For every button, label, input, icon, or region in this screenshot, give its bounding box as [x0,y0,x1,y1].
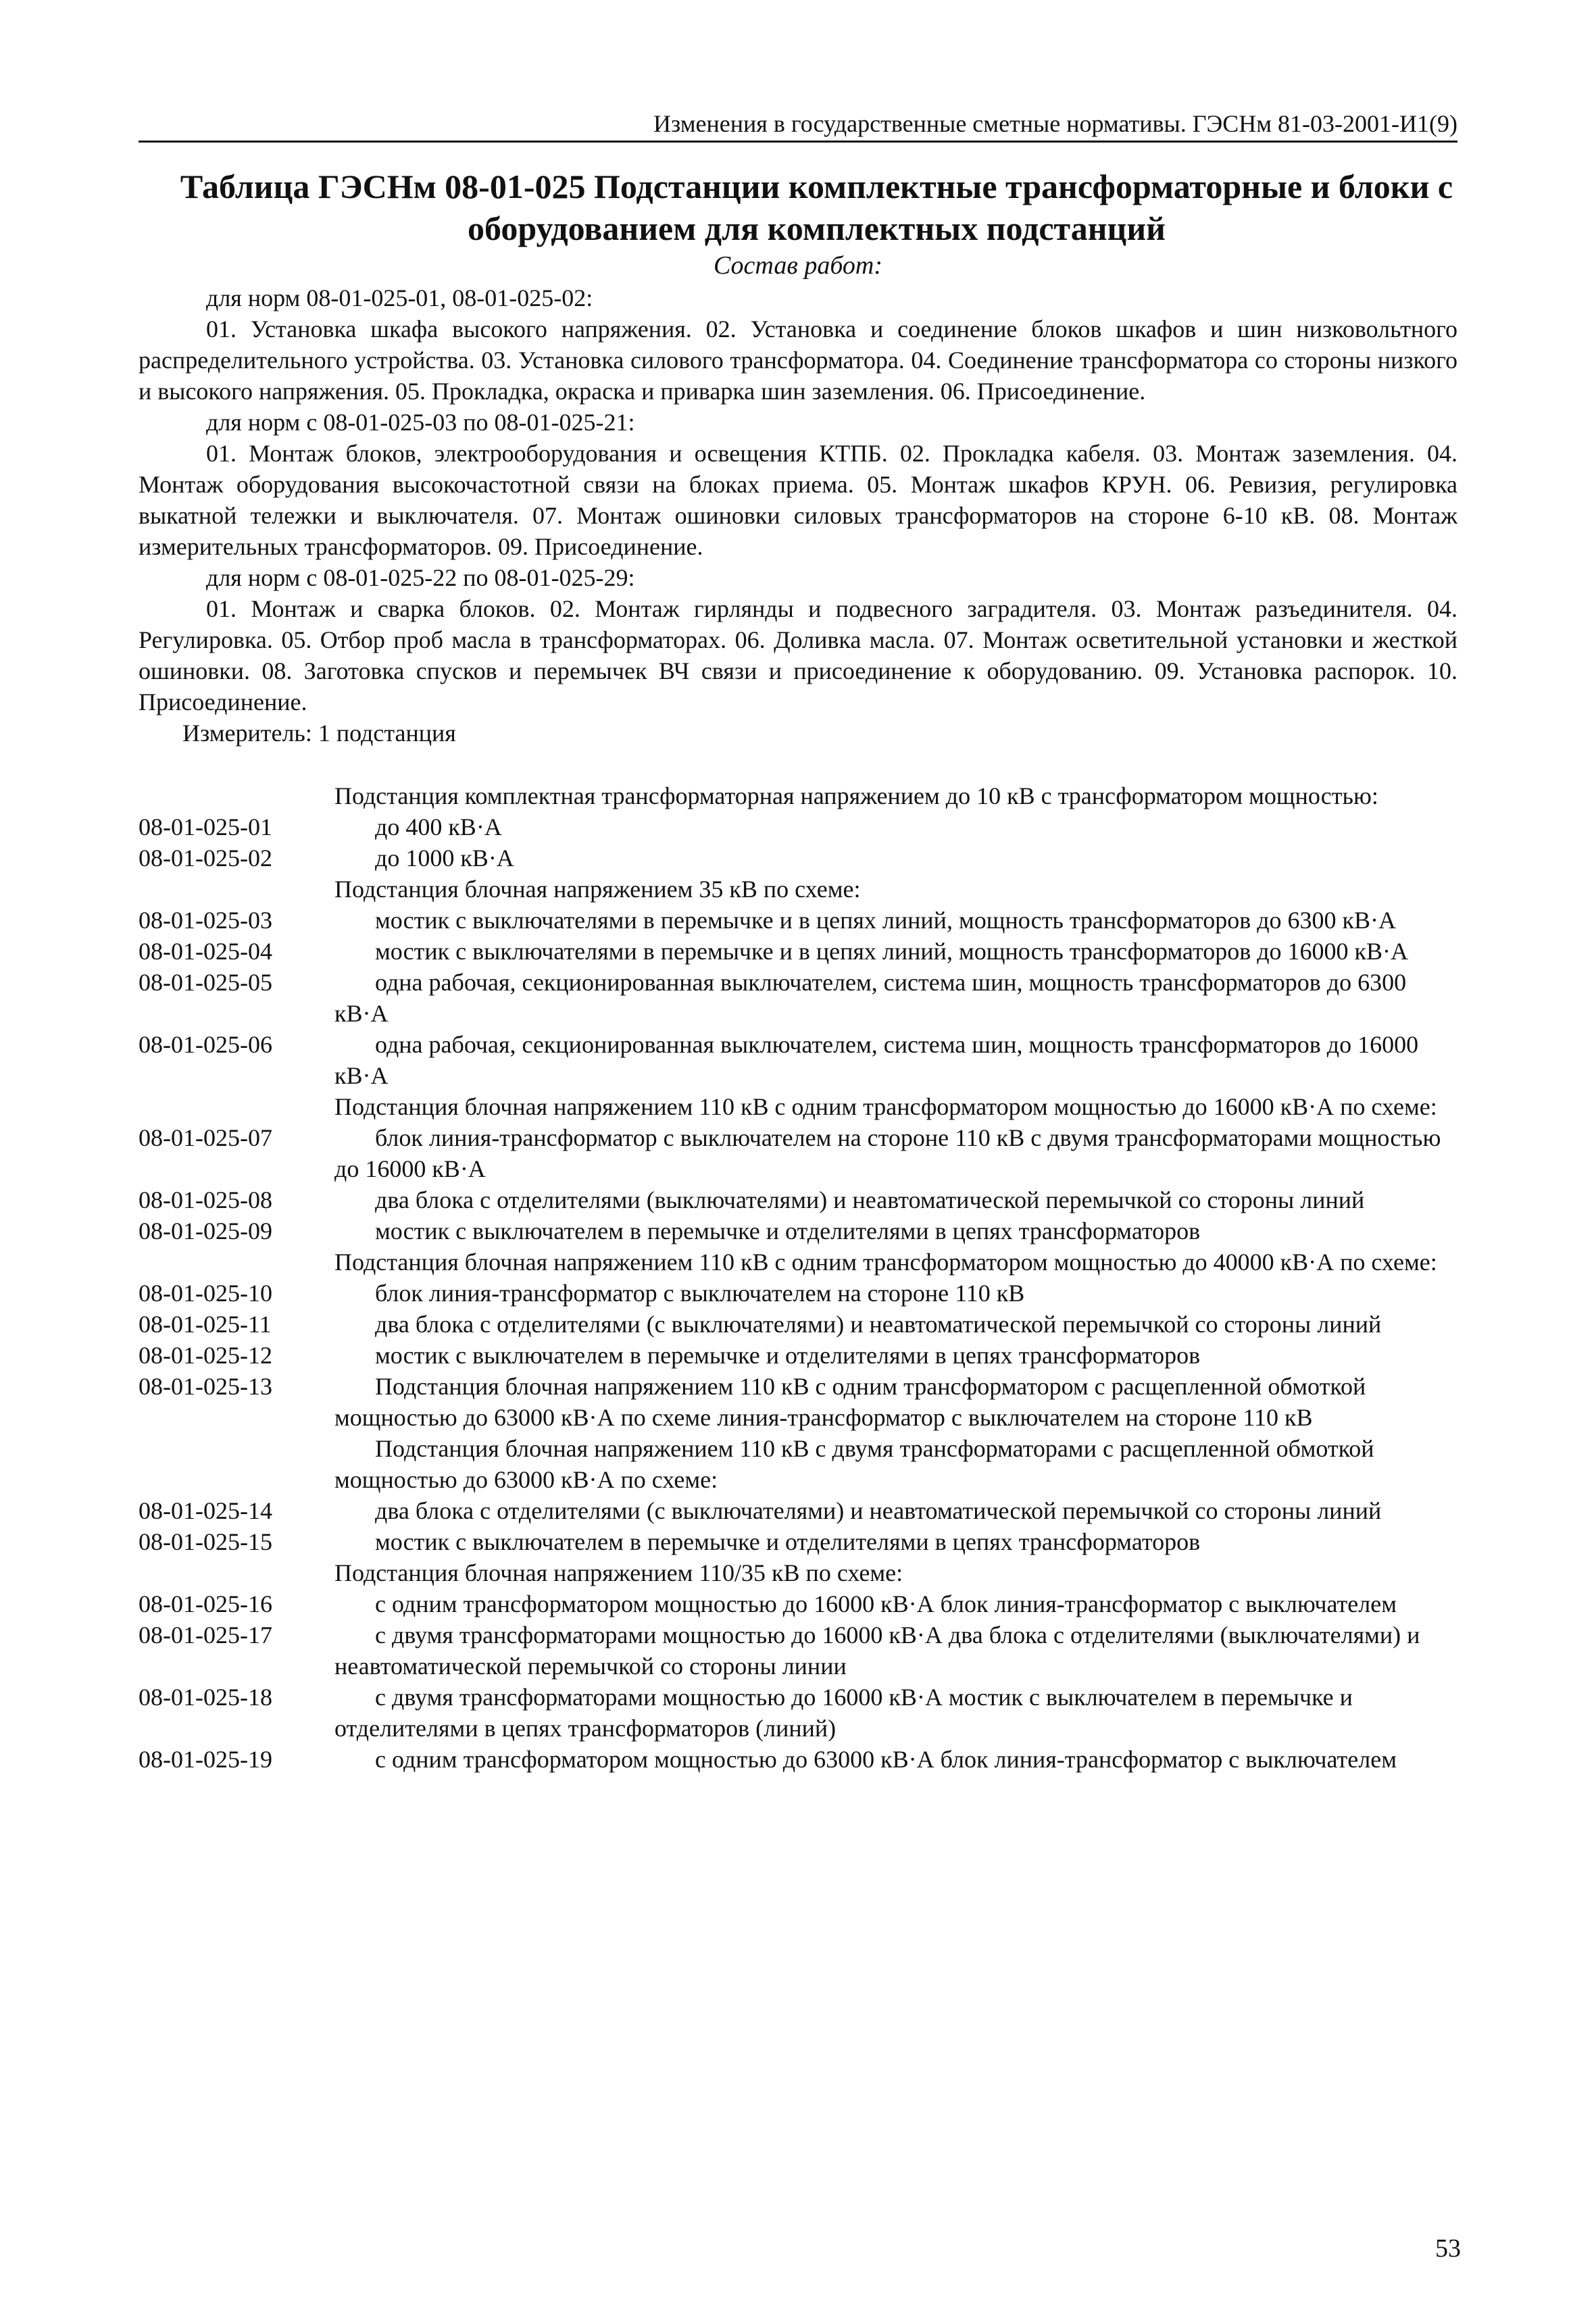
norm-code: 08-01-025-07 [139,1124,272,1151]
norm-row [139,1744,1457,1775]
norm-row [139,1495,1457,1526]
work-composition [139,282,1457,749]
norm-description: блок линия-трансформатор с выключателем на стороне 110 кВ с двумя трансформаторами мощностью до 16000 кВ·А [334,1124,1441,1182]
norm-row [139,1029,1457,1091]
norm-row [139,1340,1457,1371]
norm-group-heading: Подстанция блочная напряжением 110/35 кВ по схеме: [334,1559,903,1586]
norm-code: 08-01-025-11 [139,1311,272,1338]
page-number: 53 [1435,2234,1461,2263]
norm-code: 08-01-025-16 [139,1590,272,1617]
norm-group-heading: Подстанция комплектная трансформаторная напряжением до 10 кВ с трансформатором мощностью: [334,782,1378,809]
norm-row [139,780,1457,811]
norm-description: мостик с выключателем в перемычке и отделителями в цепях трансформаторов [375,1342,1201,1369]
norm-code: 08-01-025-14 [139,1497,272,1524]
norm-group-heading: Подстанция блочная напряжением 110 кВ с двумя трансформаторами с расщепленной обмоткой мощностью до 63000 кВ·А по схеме: [334,1435,1374,1493]
norm-description: мостик с выключателем в перемычке и отделителями в цепях трансформаторов [375,1217,1201,1244]
norm-code: 08-01-025-18 [139,1684,272,1711]
section-text: 01. Монтаж блоков, электрооборудования и освещения КТПБ. 02. Прокладка кабеля. 03. Монтаж заземления. 04. Монтаж оборудования высокочастотной связи на блоках приема. 05. Монтаж шкафов КРУН. 06. Ревизия, регулировка выкатной тележки и выключателя. 07. Монтаж ошиновки силовых трансформаторов на стороне 6-10 кВ. 08. Монтаж измерительных трансформаторов. 09. Присоединение. [139,440,1457,560]
norm-row [139,1433,1457,1495]
section-label: для норм 08-01-025-01, 08-01-025-02: [206,284,593,311]
norm-code: 08-01-025-10 [139,1280,272,1307]
norm-code: 08-01-025-03 [139,907,272,934]
norm-description: два блока с отделителями (с выключателями) и неавтоматической перемычкой со стороны линий [375,1497,1382,1524]
norm-row [139,1557,1457,1588]
work-composition-heading: Состав работ: [713,251,883,280]
norm-description: мостик с выключателями в перемычке и в цепях линий, мощность трансформаторов до 6300 кВ·А [375,907,1396,934]
norm-row [139,905,1457,936]
norm-description: мостик с выключателями в перемычке и в цепях линий, мощность трансформаторов до 16000 кВ·А [375,938,1408,965]
norm-description: одна рабочая, секционированная выключателем, система шин, мощность трансформаторов до 16000 кВ·А [334,1031,1419,1089]
running-header: Изменения в государственные сметные нормативы. ГЭСНм 81-03-2001-И1(9) [139,108,1457,143]
norm-description: блок линия-трансформатор с выключателем на стороне 110 кВ [375,1280,1025,1307]
norm-code: 08-01-025-06 [139,1031,272,1058]
norms-list [139,780,1457,1775]
table-title-line-1: Таблица ГЭСНм 08-01-025 Подстанции комплектные трансформаторные и блоки с [180,168,1453,205]
norm-description: с одним трансформатором мощностью до 16000 кВ·А блок линия-трансформатор с выключателем [375,1590,1397,1617]
norm-description: Подстанция блочная напряжением 110 кВ с одним трансформатором с расщепленной обмоткой мощностью до 63000 кВ·А по схеме линия-трансформатор с выключателем на стороне 110 кВ [334,1373,1366,1431]
norm-row [139,1184,1457,1215]
norm-description: до 1000 кВ·А [375,845,514,872]
norm-code: 08-01-025-08 [139,1186,272,1213]
norm-row [139,1526,1457,1557]
norm-row [139,1371,1457,1433]
norm-description: до 400 кВ·А [375,813,502,840]
norm-row [139,1309,1457,1340]
table-title [139,166,1495,249]
norm-description: два блока с отделителями (выключателями) и неавтоматической перемычкой со стороны линий [375,1186,1365,1213]
norm-row [139,936,1457,967]
measurer-line: Измеритель: 1 подстанция [182,720,456,747]
norm-row [139,1278,1457,1309]
norm-code: 08-01-025-17 [139,1621,272,1649]
norm-row [139,1247,1457,1278]
norm-row [139,1122,1457,1184]
norm-row [139,1215,1457,1247]
norm-code: 08-01-025-12 [139,1342,272,1369]
norm-row [139,1091,1457,1122]
norm-row [139,1619,1457,1682]
table-title-line-2: оборудованием для комплектных подстанций [468,209,1166,247]
norm-description: с одним трансформатором мощностью до 63000 кВ·А блок линия-трансформатор с выключателем [375,1746,1397,1773]
norm-code: 08-01-025-04 [139,938,272,965]
norm-code: 08-01-025-09 [139,1217,272,1244]
norm-code: 08-01-025-05 [139,969,272,996]
norm-code: 08-01-025-01 [139,813,272,840]
section-text: 01. Монтаж и сварка блоков. 02. Монтаж гирлянды и подвесного заградителя. 03. Монтаж разъединителя. 04. Регулировка. 05. Отбор проб масла в трансформаторах. 06. Доливка масла. 07. Монтаж осветительной установки и жесткой ошиновки. 08. Заготовка спусков и перемычек ВЧ связи и присоединение к оборудованию. 09. Установка распорок. 10. Присоединение. [139,595,1457,715]
norm-group-heading: Подстанция блочная напряжением 110 кВ с одним трансформатором мощностью до 16000 кВ·А по схеме: [334,1093,1437,1120]
norm-description: с двумя трансформаторами мощностью до 16000 кВ·А мостик с выключателем в перемычке и отделителями в цепях трансформаторов (линий) [334,1684,1353,1742]
norm-row [139,1682,1457,1744]
norm-group-heading: Подстанция блочная напряжением 110 кВ с одним трансформатором мощностью до 40000 кВ·А по схеме: [334,1249,1437,1276]
section-label: для норм с 08-01-025-03 по 08-01-025-21: [206,409,635,436]
norm-row [139,874,1457,905]
norm-code: 08-01-025-15 [139,1528,272,1555]
section-text: 01. Установка шкафа высокого напряжения. 02. Установка и соединение блоков шкафов и шин низковольтного распределительного устройства. 03. Установка силового трансформатора. 04. Соединение трансформатора со стороны низкого и высокого напряжения. 05. Прокладка, окраска и приварка шин заземления. 06. Присоединение. [139,316,1457,405]
norm-code: 08-01-025-19 [139,1746,272,1773]
norm-row [139,842,1457,874]
norm-row [139,967,1457,1029]
norm-row [139,811,1457,842]
norm-row [139,1588,1457,1619]
norm-description: два блока с отделителями (с выключателями) и неавтоматической перемычкой со стороны линий [375,1311,1382,1338]
norm-group-heading: Подстанция блочная напряжением 35 кВ по схеме: [334,876,861,903]
norm-description: мостик с выключателем в перемычке и отделителями в цепях трансформаторов [375,1528,1201,1555]
norm-code: 08-01-025-13 [139,1373,272,1400]
norm-description: одна рабочая, секционированная выключателем, система шин, мощность трансформаторов до 6300 кВ·А [334,969,1407,1027]
norm-description: с двумя трансформаторами мощностью до 16000 кВ·А два блока с отделителями (выключателями) и неавтоматической перемычкой со стороны линии [334,1621,1420,1680]
section-label: для норм с 08-01-025-22 по 08-01-025-29: [206,564,635,591]
norm-code: 08-01-025-02 [139,845,272,872]
